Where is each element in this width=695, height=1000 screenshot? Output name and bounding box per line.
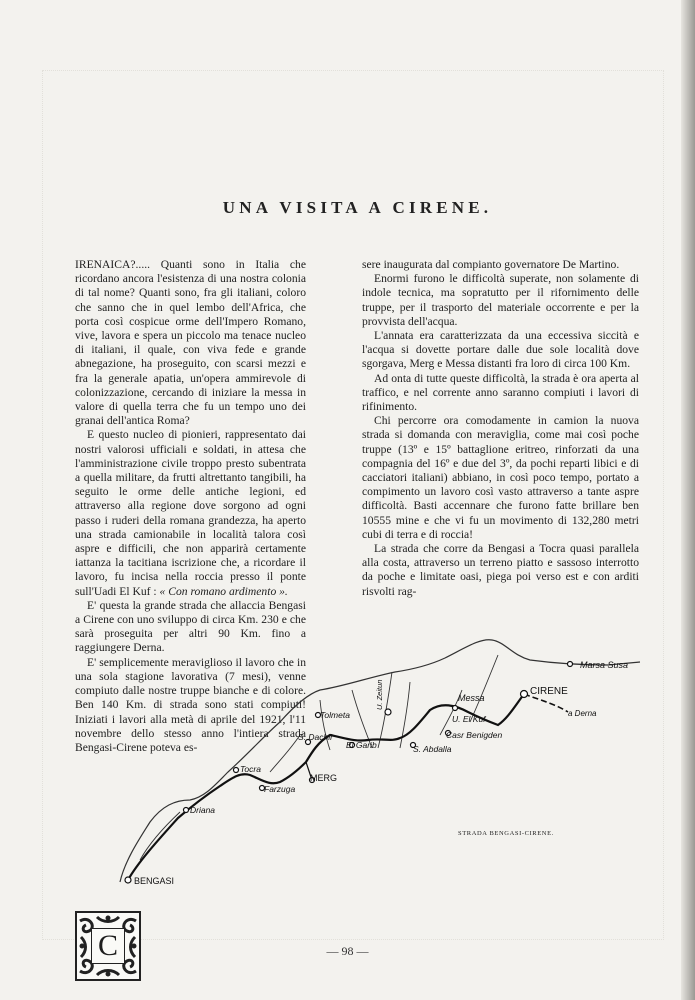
paragraph-text: E questo nucleo di pionieri, rappresentato dai nostri valorosi ufficiali e soldati, in attesa che l'amministrazione civile troppo presto subentrata a quella militare, da frutti altrettanto tangibili, ha seguito le orme delle antiche legioni, ed attraverso alla regione dove sorgono ad ogni passo i ruderi della romana grandezza, ha aperto una strada camionabile in località talora così aspre e difficili, che non apparirà certamente iattanza la tacitiana iscrizione che, a ricordare il lavoro, fu incisa nella roccia presso il ponte sull'Uadi El Kuf : — [75, 428, 306, 598]
map-label-el-kuf: U. El Kuf — [452, 714, 486, 724]
paragraph: E' semplicemente meraviglioso il lavoro che in una sola stagione lavorativa (7 mesi), venne compiuto dalle nostre truppe bianche e di colore. Ben 140 Km. di strada sono stati compiuti! Iniziati i lavori alla metà di aprile del 1921, l'11 novembre dello stesso anno l'intiera strada Bengasi-Cirene poteva es- — [75, 655, 306, 754]
map-label-dachil: S. Dachil — [298, 732, 333, 742]
inscription: « Con romano ardimento ». — [159, 584, 288, 598]
dropcap-letter: C — [91, 928, 125, 964]
wadi-lines — [140, 655, 498, 860]
map-label-bengasi: BENGASI — [134, 876, 175, 886]
map-label-tolmeta: Tolmeta — [320, 710, 350, 720]
map-label-abdalla: S. Abdalla — [413, 744, 452, 754]
paragraph: Chi percorre ora comodamente in camion la nuova strada si domanda con meraviglia, come mai così poche truppe (13º e 15º battaglione eritreo, rinforzati da una compagnia del 16º e due del 3º, da pochi reparti libici e di cacciatori italiani) abbiano, in così poco tempo, portato a compimento un lavoro così vasto attraverso a tante aspre difficoltà. Basti accennare che furono fatte brillare ben 10555 mine e che vi fu un movimento di 132,280 metri cubi di terra e di roccia! — [362, 414, 639, 541]
map-label-derna: a Derna — [568, 709, 597, 718]
place-markers — [125, 662, 573, 884]
paragraph: La strada che corre da Bengasi a Tocra quasi parallela alla costa, attraverso un terreno piatto e sassoso interrotto da poche e limitate oasi, piega poi verso est e con arditi risvolti rag- — [362, 542, 639, 598]
map-label-cirene: CIRENE — [530, 686, 568, 697]
paragraph: Enormi furono le difficoltà superate, non solamente di indole tecnica, ma sopratutto per il rifornimento delle truppe, per il trasporto del materiale occorrente e per la provvista dell'acqua. — [362, 272, 639, 328]
map-label-driana: Driana — [190, 805, 216, 815]
map-label-tocra: Tocra — [240, 764, 261, 774]
coastline — [120, 640, 640, 882]
paragraph: L'annata era caratterizzata da una eccessiva siccità e l'acqua si dovette portare dalle due sole località dove sgorgava, Merg e Messa distanti fra loro di circa 100 Km. — [362, 329, 639, 371]
map-label-farzuga: Farzuga — [264, 784, 296, 794]
map-caption: STRADA BENGASI-CIRENE. — [458, 830, 554, 837]
map-label-marsa-susa: Marsa Susa — [580, 660, 629, 670]
map-label-zeitun: U. Zeitun — [375, 679, 384, 710]
paragraph: E' questa la grande strada che allaccia Bengasi a Cirene con uno sviluppo di circa Km. 230 e che sarà proseguita per altri 90 Km. fino a raggiungere Derna. — [75, 598, 306, 655]
map-label-el-garib: El Garib — [346, 740, 377, 750]
map-label-casr-benigden: Casr Benigden — [446, 730, 503, 740]
paragraph: sere inaugurata dal compianto governatore De Martino. — [362, 258, 620, 271]
paragraph: IRENAICA?..... Quanti sono in Italia che ricordano ancora l'esistenza di una nostra colonia di tal nome? Quanti sono, fra gli italiani, coloro che sanno che in quel lembo dell'Africa, che porta così cospicue orme dell'Impero Romano, vive, lavora e spera un piccolo ma tenace nucleo di italiani, il quale, con viva fede e grande abnegazione, ha proseguito, con scarsi mezzi e fra la generale apatia, un'opera ammirevole di colonizzazione, cercando di iniziare la messa in valore di quella terra che fu un tempo uno dei granai dell'antica Roma? — [75, 258, 306, 428]
paragraph: Ad onta di tutte queste difficoltà, la strada è ora aperta al traffico, e nel corrente anno saranno compiuti i lavori di rifinimento. — [362, 371, 639, 414]
map-label-messa: Messa — [458, 693, 485, 703]
map-label-merg: MERG — [310, 773, 337, 783]
page-number: — 98 — — [326, 944, 369, 958]
article-title: UNA VISITA A CIRENE. — [222, 198, 493, 217]
